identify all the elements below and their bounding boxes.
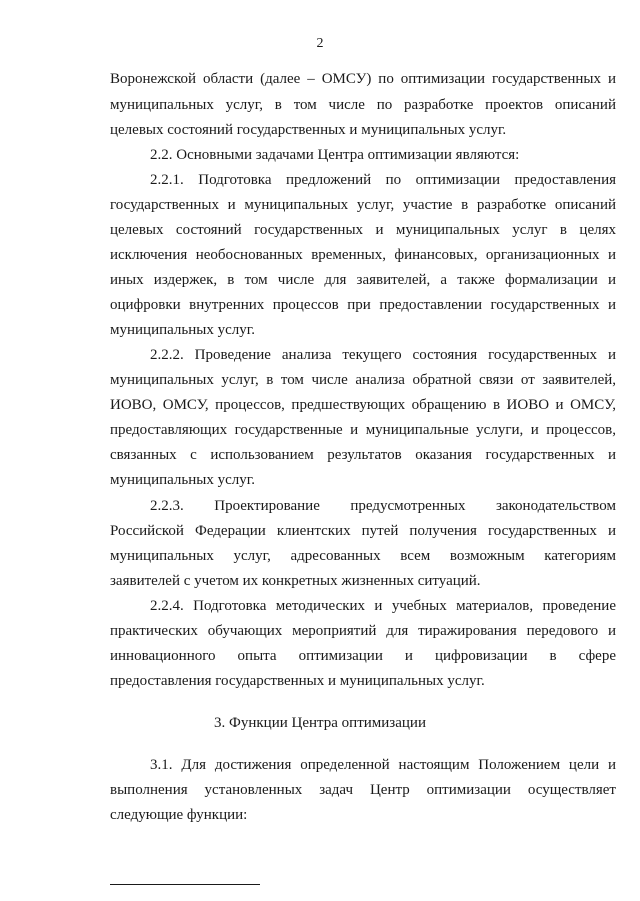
- text-line: муниципальных услуг, в том числе анализа обратной связи от заявителей,: [110, 372, 616, 388]
- text-line: заявителей с учетом их конкретных жизненных ситуаций.: [110, 573, 481, 589]
- text-line: 2.2.4. Подготовка методических и учебных материалов, проведение: [150, 598, 616, 614]
- text-line: целевых состояний государственных и муниципальных услуг в целях: [110, 222, 616, 238]
- text-line: 2.2.3. Проектирование предусмотренных законодательством: [150, 498, 616, 514]
- text-line: 2.2.1. Подготовка предложений по оптимизации предоставления: [150, 172, 616, 188]
- text-line: практических обучающих мероприятий для тиражирования передового и: [110, 623, 616, 639]
- text-line: иных издержек, в том числе для заявителей, а также формализации и: [110, 272, 616, 288]
- text-line: выполнения установленных задач Центр оптимизации осуществляет: [110, 782, 616, 798]
- text-line: 3.1. Для достижения определенной настоящим Положением цели и: [150, 757, 616, 773]
- text-line: следующие функции:: [110, 807, 248, 823]
- text-line: муниципальных услуг, в том числе по разработке проектов описаний: [110, 97, 616, 113]
- text-line: 2.2. Основными задачами Центра оптимизации являются:: [150, 147, 520, 163]
- text-line: муниципальных услуг.: [110, 322, 255, 338]
- text-line: предоставляющих государственные и муниципальные услуги, и процессов,: [110, 422, 616, 438]
- section-heading: 3. Функции Центра оптимизации: [214, 715, 426, 731]
- text-line: инновационного опыта оптимизации и цифровизации в сфере: [110, 648, 616, 664]
- text-line: муниципальных услуг, адресованных всем возможным категориям: [110, 548, 616, 564]
- text-line: целевых состояний государственных и муниципальных услуг.: [110, 122, 507, 138]
- page-number: 2: [316, 36, 324, 51]
- text-line: государственных и муниципальных услуг, участие в разработке описаний: [110, 197, 616, 213]
- text-line: связанных с использованием результатов оказания государственных и: [110, 447, 616, 463]
- text-line: ИОВО, ОМСУ, процессов, предшествующих обращению в ИОВО и ОМСУ,: [110, 397, 616, 413]
- text-line: предоставления государственных и муниципальных услуг.: [110, 673, 485, 689]
- text-line: Воронежской области (далее – ОМСУ) по оптимизации государственных и: [110, 71, 616, 87]
- text-line: Российской Федерации клиентских путей получения государственных и: [110, 523, 616, 539]
- text-line: 2.2.2. Проведение анализа текущего состояния государственных и: [150, 347, 616, 363]
- text-line: исключения необоснованных временных, финансовых, организационных и: [110, 247, 616, 263]
- footnote-divider: [110, 884, 260, 885]
- text-line: оцифровки внутренних процессов при предоставлении государственных и: [110, 297, 616, 313]
- text-line: муниципальных услуг.: [110, 472, 255, 488]
